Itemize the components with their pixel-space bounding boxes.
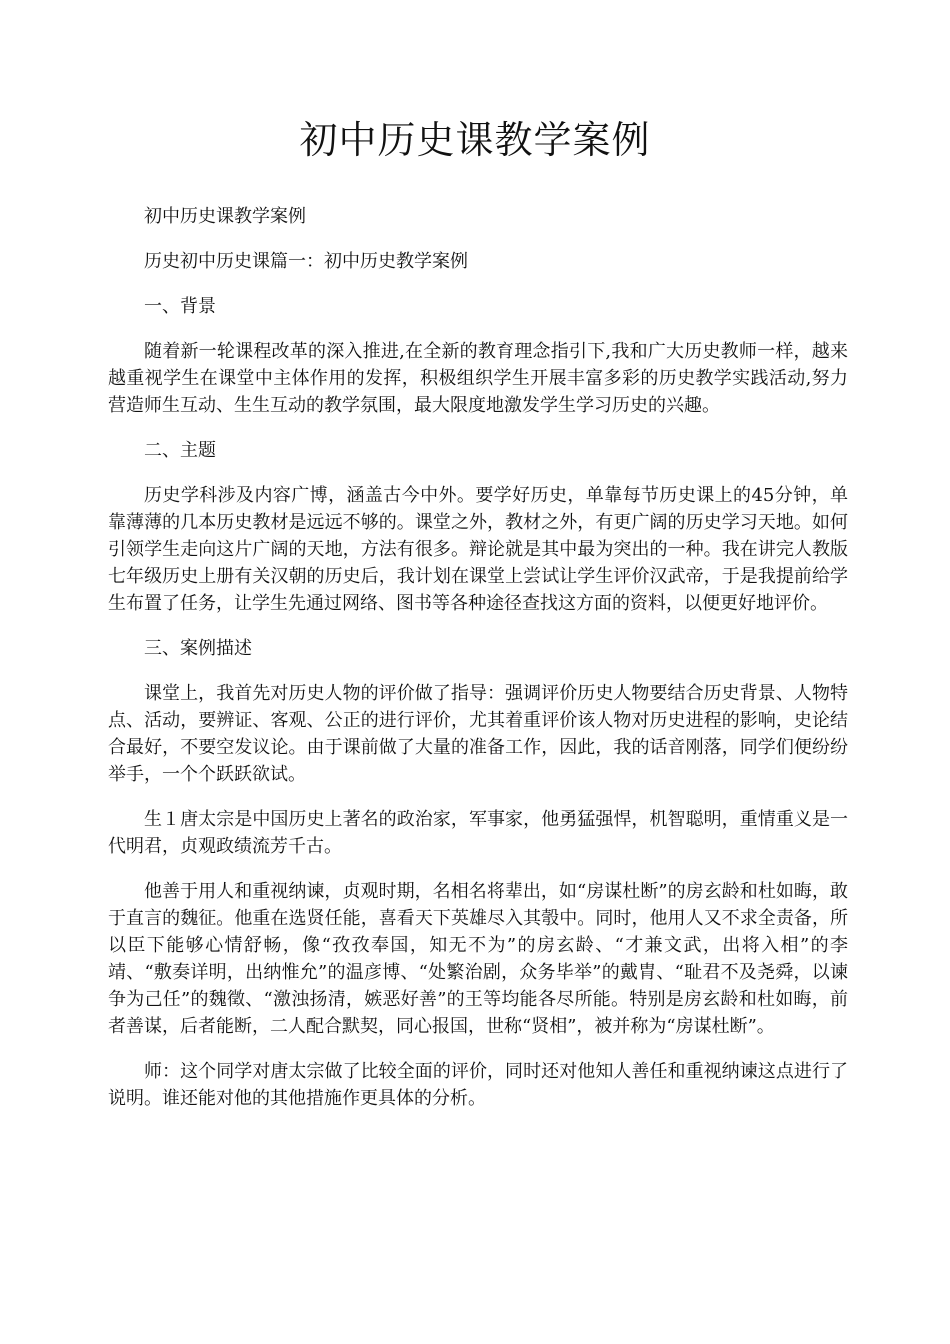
section-heading-theme: 二、主题 [144,440,216,461]
document-body [108,203,848,1130]
paragraph-teacher-comment: 师：这个同学对唐太宗做了比较全面的评价，同时还对他知人善任和重视纳谏这点进行了说明。谁还能对他的其他措施作更具体的分析。 [108,1061,848,1109]
section-heading-case-description: 三、案例描述 [144,638,252,659]
section-heading-background: 一、背景 [144,296,216,317]
paragraph-subtitle: 初中历史课教学案例 [144,206,306,227]
paragraph-student-1-detail: 他善于用人和重视纳谏，贞观时期，名相名将辈出，如“房谋杜断”的房玄龄和杜如晦，敢于直言的魏征。他重在选贤任能，喜看天下英雄尽入其彀中。同时，他用人又不求全责备，所以臣下能够心情舒畅，像“孜孜奉国，知无不为”的房玄龄、“才兼文武，出将入相”的李靖、“敷奏详明，出纳惟允”的温彦博、“处繁治剧，众务毕举”的戴胄、“耻君不及尧舜，以谏争为己任”的魏徵、“激浊扬清，嫉恶好善”的王等均能各尽所能。特别是房玄龄和杜如晦，前者善谋，后者能断，二人配合默契，同心报国，世称“贤相”，被并称为“房谋杜断”。 [108,881,848,1037]
paragraph-student-1: 生１唐太宗是中国历史上著名的政治家，军事家，他勇猛强悍，机智聪明，重情重义是一代明君，贞观政绩流芳千古。 [108,809,848,857]
paragraph-background: 随着新一轮课程改革的深入推进,在全新的教育理念指引下,我和广大历史教师一样，越来越重视学生在课堂中主体作用的发挥，积极组织学生开展丰富多彩的历史教学实践活动,努力营造师生互动、生生互动的教学氛围，最大限度地激发学生学习历史的兴趣。 [108,341,848,416]
paragraph-case-intro: 课堂上，我首先对历史人物的评价做了指导：强调评价历史人物要结合历史背景、人物特点、活动，要辨证、客观、公正的进行评价，尤其着重评价该人物对历史进程的影响，史论结合最好，不要空发议论。由于课前做了大量的准备工作，因此，我的话音刚落，同学们便纷纷举手，一个个跃跃欲试。 [108,683,848,785]
document-title: 初中历史课教学案例 [299,118,651,162]
paragraph-article-heading: 历史初中历史课篇一：初中历史教学案例 [144,251,468,272]
paragraph-theme: 历史学科涉及内容广博，涵盖古今中外。要学好历史，单靠每节历史课上的45分钟，单靠薄薄的几本历史教材是远远不够的。课堂之外，教材之外，有更广阔的历史学习天地。如何引领学生走向这片广阔的天地，方法有很多。辩论就是其中最为突出的一种。我在讲完人教版七年级历史上册有关汉朝的历史后，我计划在课堂上尝试让学生评价汉武帝，于是我提前给学生布置了任务，让学生先通过网络、图书等各种途径查找这方面的资料，以便更好地评价。 [108,485,848,614]
